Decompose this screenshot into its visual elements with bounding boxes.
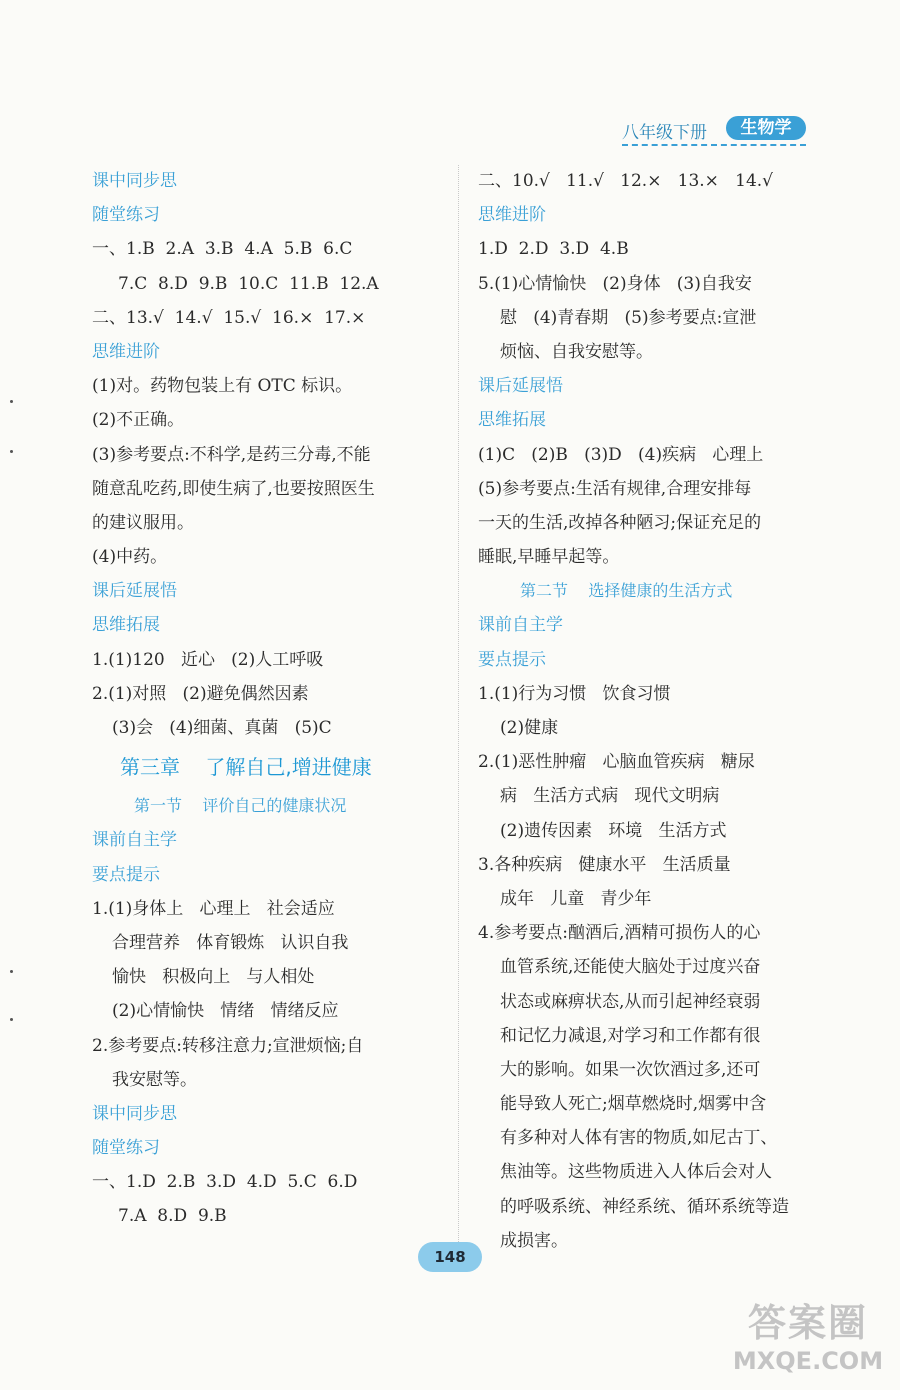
- watermark: [718, 1300, 898, 1380]
- right-column: [478, 164, 818, 1258]
- answer-line: 二、13.√ 14.√ 15.√ 16.× 17.×: [92, 307, 366, 328]
- left-column: [92, 164, 432, 1234]
- margin-mark: [10, 970, 13, 973]
- section-heading: 课前自主学: [92, 830, 177, 851]
- answer-line: (3)会 (4)细菌、真菌 (5)C: [112, 718, 332, 738]
- section-heading: 随堂练习: [92, 1138, 160, 1159]
- section-heading: 课后延展悟: [478, 376, 563, 397]
- answer-line: 一、1.D 2.B 3.D 4.D 5.C 6.D: [92, 1172, 358, 1193]
- answer-line: (2)健康: [500, 718, 559, 738]
- answer-line: 3.各种疾病 健康水平 生活质量: [478, 854, 731, 875]
- answer-line: 睡眠,早睡早起等。: [478, 547, 620, 568]
- answer-line: 随意乱吃药,即使生病了,也要按照医生: [92, 478, 375, 499]
- answer-line: 的呼吸系统、神经系统、循环系统等造: [500, 1196, 789, 1217]
- section-heading: 思维拓展: [478, 410, 546, 431]
- section-heading: 要点提示: [478, 649, 546, 670]
- answer-line: 我安慰等。: [112, 1069, 197, 1090]
- answer-line: (1)C (2)B (3)D (4)疾病 心理上: [478, 444, 764, 465]
- answer-line: 的建议服用。: [92, 512, 194, 533]
- header-grade: 八年级下册: [622, 123, 707, 143]
- section-heading: 课中同步思: [92, 1103, 177, 1124]
- section-heading: 要点提示: [92, 864, 160, 885]
- section-heading: 思维进阶: [92, 341, 160, 362]
- section-title: 第一节 评价自己的健康状况: [134, 796, 347, 816]
- answer-line: 焦油等。这些物质进入人体后会对人: [500, 1162, 772, 1183]
- answer-line: 2.(1)对照 (2)避免偶然因素: [92, 683, 309, 704]
- answer-line: 合理营养 体育锻炼 认识自我: [112, 932, 349, 953]
- answer-line: 1.(1)行为习惯 饮食习惯: [478, 683, 671, 704]
- section-heading: 课后延展悟: [92, 581, 177, 602]
- answer-line: 血管系统,还能使大脑处于过度兴奋: [500, 957, 761, 978]
- answer-line: 2.参考要点:转移注意力;宣泄烦恼;自: [92, 1035, 364, 1056]
- answer-line: 状态或麻痹状态,从而引起神经衰弱: [500, 991, 761, 1012]
- answer-line: 一、1.B 2.A 3.B 4.A 5.B 6.C: [92, 239, 353, 260]
- answer-line: 一天的生活,改掉各种陋习;保证充足的: [478, 512, 762, 533]
- answer-line: 1.(1)身体上 心理上 社会适应: [92, 898, 335, 919]
- answer-line: 能导致人死亡;烟草燃烧时,烟雾中含: [500, 1094, 767, 1115]
- answer-line: (4)中药。: [92, 547, 168, 568]
- answer-line: 二、10.√ 11.√ 12.× 13.× 14.√: [478, 171, 774, 191]
- section-heading: 思维拓展: [92, 615, 160, 636]
- answer-line: 2.(1)恶性肿瘤 心脑血管疾病 糖尿: [478, 752, 755, 773]
- section-heading: 课前自主学: [478, 615, 563, 636]
- answer-line: (3)参考要点:不科学,是药三分毒,不能: [92, 444, 371, 465]
- margin-mark: [10, 1018, 13, 1021]
- answer-line: 4.参考要点:酗酒后,酒精可损伤人的心: [478, 923, 761, 944]
- answer-line: 1.(1)120 近心 (2)人工呼吸: [92, 649, 324, 670]
- answer-line: (5)参考要点:生活有规律,合理安排每: [478, 478, 752, 499]
- section-heading: 课中同步思: [92, 171, 177, 191]
- section-heading: 思维进阶: [478, 205, 546, 226]
- answer-line: 烦恼、自我安慰等。: [500, 341, 653, 362]
- answer-line: 7.C 8.D 9.B 10.C 11.B 12.A: [118, 273, 379, 294]
- answer-line: 有多种对人体有害的物质,如尼古丁、: [500, 1128, 778, 1149]
- section-title: 第二节 选择健康的生活方式: [520, 581, 733, 601]
- header-rule: [622, 144, 806, 146]
- chapter-title: 第三章 了解自己,增进健康: [120, 755, 372, 780]
- answer-line: 病 生活方式病 现代文明病: [500, 786, 720, 807]
- margin-mark: [10, 450, 13, 453]
- answer-line: 1.D 2.D 3.D 4.B: [478, 239, 629, 260]
- answer-line: (2)遗传因素 环境 生活方式: [500, 820, 727, 841]
- answer-line: 大的影响。如果一次饮酒过多,还可: [500, 1059, 761, 1080]
- answer-line: 成年 儿童 青少年: [500, 888, 652, 909]
- answer-line: 愉快 积极向上 与人相处: [112, 967, 315, 988]
- answer-line: 成损害。: [500, 1230, 568, 1251]
- answer-line: 慰 (4)青春期 (5)参考要点:宣泄: [500, 307, 757, 328]
- subject-badge: 生物学: [726, 116, 806, 140]
- answer-line: (2)心情愉快 情绪 情绪反应: [112, 1001, 339, 1022]
- answer-line: (1)对。药物包装上有 OTC 标识。: [92, 376, 353, 397]
- column-divider: [458, 165, 459, 1260]
- answer-line: 和记忆力减退,对学习和工作都有很: [500, 1025, 761, 1046]
- margin-mark: [10, 400, 13, 403]
- answer-line: 7.A 8.D 9.B: [118, 1206, 227, 1227]
- answer-line: 5.(1)心情愉快 (2)身体 (3)自我安: [478, 273, 752, 294]
- section-heading: 随堂练习: [92, 205, 160, 226]
- answer-line: (2)不正确。: [92, 410, 185, 431]
- watermark-logo-text: 答案圈: [747, 1301, 868, 1345]
- watermark-url: MXQE.COM: [732, 1347, 884, 1375]
- page-number: 148: [418, 1242, 482, 1272]
